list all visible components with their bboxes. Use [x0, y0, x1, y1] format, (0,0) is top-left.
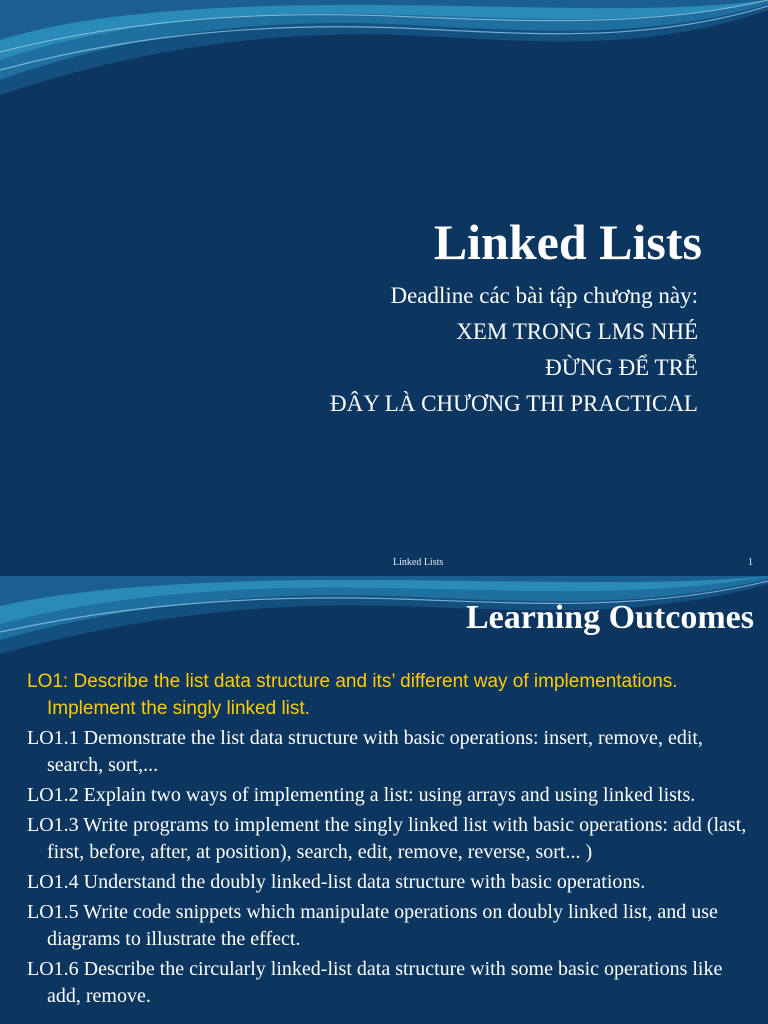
page-number: 1 — [748, 557, 753, 568]
footer-title: Linked Lists — [393, 557, 444, 568]
slide-title-text: Learning Outcomes — [465, 599, 754, 636]
outcome-item: LO1.3 Write programs to implement the singly linked list with basic operations: add (last, first, before, after, at position), search, edit, remove, reverse, sort... ) — [27, 814, 747, 863]
subtitle-block — [330, 278, 698, 422]
slide-title-text: Linked Lists — [433, 214, 702, 270]
slide-learning-outcomes — [0, 576, 768, 1024]
outcome-item: LO1.1 Demonstrate the list data structure with basic operations: insert, remove, edit, search, sort,... — [27, 727, 703, 776]
subtitle-line: ĐÂY LÀ CHƯƠNG THI PRACTICAL — [330, 391, 698, 416]
outcome-item: LO1.6 Describe the circularly linked-list data structure with some basic operations like add, remove. — [27, 958, 723, 1007]
outcome-item: LO1.2 Explain two ways of implementing a list: using arrays and using linked lists. — [27, 784, 696, 806]
outcomes-list — [27, 668, 757, 1013]
subtitle-line: ĐỪNG ĐỂ TRỄ — [545, 355, 698, 380]
header-wave-decoration — [0, 0, 768, 100]
outcome-item: LO1: Describe the list data structure and its’ different way of implementations. Implement the singly linked list. — [27, 671, 678, 719]
subtitle-line: Deadline các bài tập chương này: — [390, 283, 698, 308]
subtitle-line: XEM TRONG LMS NHÉ — [456, 319, 698, 344]
outcome-item: LO1.5 Write code snippets which manipulate operations on doubly linked list, and use diagrams to illustrate the effect. — [27, 901, 718, 950]
outcome-item: LO1.4 Understand the doubly linked-list data structure with basic operations. — [27, 871, 646, 893]
